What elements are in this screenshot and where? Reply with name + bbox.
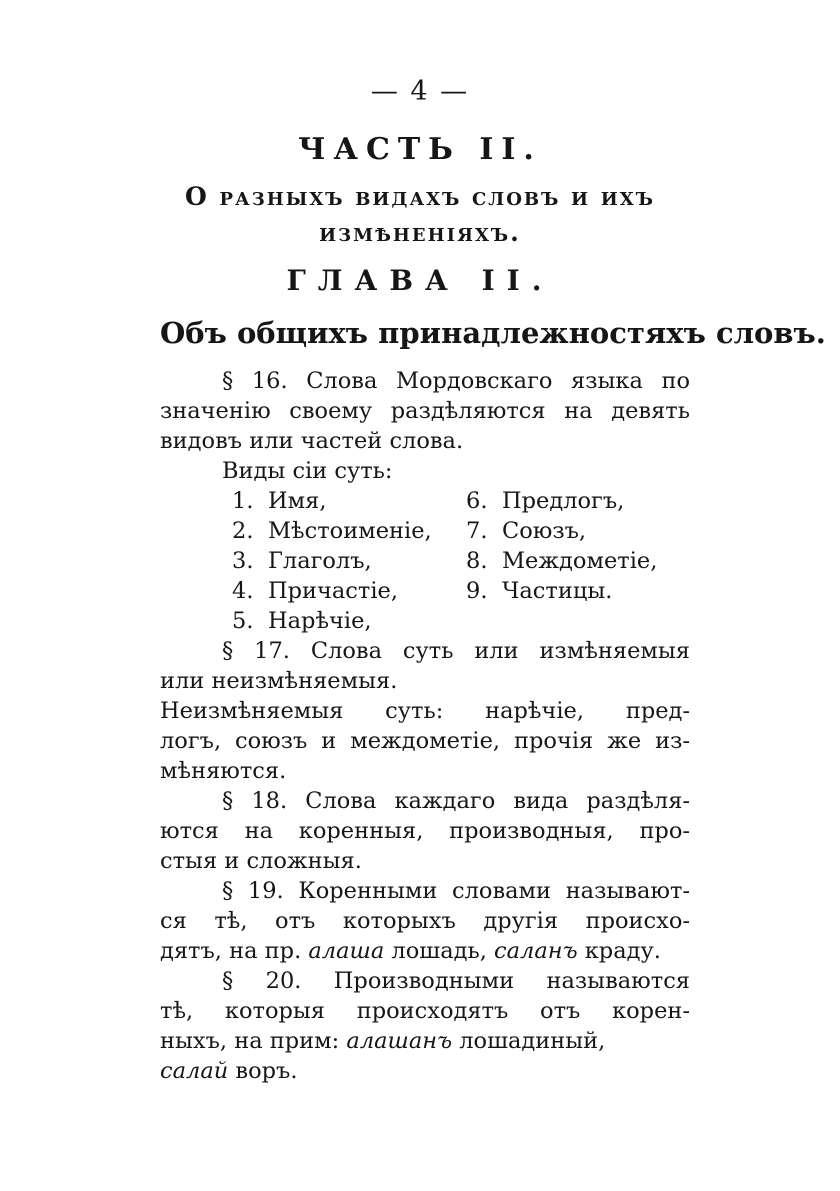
- paragraph-20-line-2: тѣ, которыя происходятъ отъ корен-: [160, 998, 690, 1024]
- list-item-number: 8.: [466, 548, 488, 574]
- paragraph-16-line-1: § 16. Слова Мордовскаго языка по: [222, 368, 690, 394]
- paragraph-19-line-1: § 19. Коренными словами называют-: [222, 878, 690, 904]
- list-item-number: 9.: [466, 578, 488, 604]
- paragraph-16-line-2: значенiю своему раздѣляются на девять: [160, 398, 690, 424]
- paragraph-17-line-5: мѣняются.: [160, 758, 287, 784]
- paragraph-17-line-2: или неизмѣняемыя.: [160, 668, 398, 694]
- paragraph-18-line-2: ются на коренныя, производныя, про-: [160, 818, 690, 844]
- paragraph-17-line-4: логъ, союзъ и междометiе, прочiя же из-: [160, 728, 690, 754]
- list-item-label: Союзъ,: [502, 518, 587, 544]
- list-item-number: 6.: [466, 488, 488, 514]
- chapter-title: ГЛАВА II.: [286, 264, 554, 297]
- kinds-intro: Виды сiи суть:: [222, 458, 393, 484]
- paragraph-17-line-3: Неизмѣняемыя суть: нарѣчiе, пред-: [160, 698, 690, 724]
- list-item: [466, 576, 612, 606]
- mordvin-word-salan: саланъ: [494, 938, 578, 964]
- text-run: дятъ, на пр.: [160, 938, 309, 964]
- paragraph-20-line-4: [160, 1056, 690, 1086]
- part-subtitle-line-1: О разныхъ видахъ словъ и ихъ: [185, 182, 655, 211]
- text-run: ныхъ, на прим:: [160, 1028, 347, 1054]
- paragraph-20-line-3: [160, 1026, 690, 1056]
- list-item-number: 4.: [232, 578, 254, 604]
- list-item: [232, 546, 372, 576]
- text-run: лошадь,: [384, 938, 495, 964]
- paragraph-19-line-3: [160, 936, 690, 966]
- list-item: [466, 516, 586, 546]
- list-item-number: 2.: [232, 518, 254, 544]
- list-item-number: 3.: [232, 548, 254, 574]
- list-item-label: Глаголъ,: [268, 548, 372, 574]
- list-item-label: Нарѣчiе,: [268, 608, 372, 634]
- list-item-number: 1.: [232, 488, 254, 514]
- paragraph-17-line-1: § 17. Слова суть или измѣняемыя: [222, 638, 690, 664]
- list-item-label: Предлогъ,: [502, 488, 625, 514]
- mordvin-word-alasha: алаша: [308, 938, 385, 964]
- list-item: [466, 546, 657, 576]
- list-item: [232, 516, 432, 546]
- paragraph-19-line-2: ся тѣ, отъ которыхъ другiя происхо-: [160, 908, 690, 934]
- page-number: — 4 —: [370, 76, 470, 107]
- list-item-label: Частицы.: [502, 578, 613, 604]
- paragraph-20-line-1: § 20. Производными называются: [222, 968, 690, 994]
- paragraph-18-line-3: стыя и сложныя.: [160, 848, 362, 874]
- list-item: [466, 486, 624, 516]
- text-run: краду.: [577, 938, 661, 964]
- list-item: [232, 606, 372, 636]
- list-item: [232, 486, 326, 516]
- list-item-label: Имя,: [268, 488, 327, 514]
- list-item-number: 7.: [466, 518, 488, 544]
- paragraph-16-line-3: видовъ или частей слова.: [160, 428, 464, 454]
- list-item-label: Мѣстоименiе,: [268, 518, 432, 544]
- part-title: ЧАСТЬ II.: [298, 132, 542, 167]
- list-item: [232, 576, 398, 606]
- list-item-label: Причастiе,: [268, 578, 399, 604]
- mordvin-word-alashan: алашанъ: [346, 1028, 453, 1054]
- text-run: воръ.: [228, 1058, 298, 1084]
- text-run: лошадиный,: [452, 1028, 606, 1054]
- paragraph-18-line-1: § 18. Слова каждаго вида раздѣля-: [222, 788, 690, 814]
- part-subtitle-line-2: измѣненiяхъ.: [319, 218, 521, 247]
- list-item-number: 5.: [232, 608, 254, 634]
- section-title: Объ общихъ принадлежностяхъ словъ.: [160, 316, 826, 350]
- list-item-label: Междометiе,: [502, 548, 658, 574]
- mordvin-word-salai: салай: [160, 1058, 229, 1084]
